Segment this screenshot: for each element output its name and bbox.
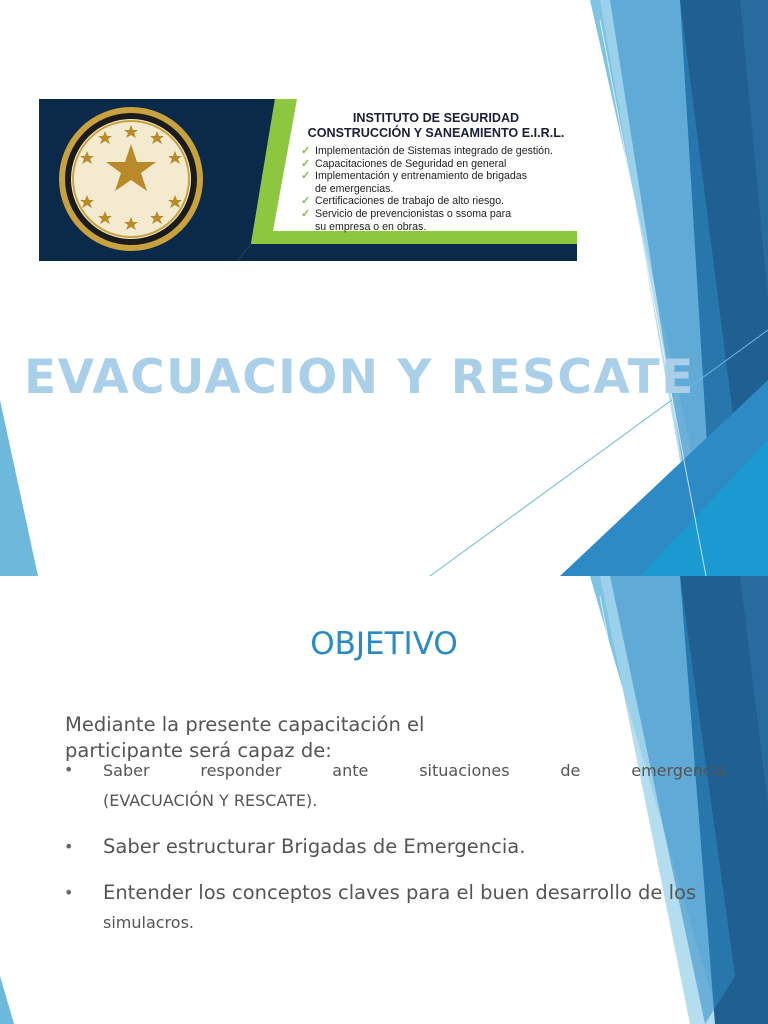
bullet-dot: • <box>64 883 74 902</box>
green-check-icon: ✓ <box>301 207 311 220</box>
institute-name-line1: INSTITUTO DE SEGURIDAD <box>352 111 520 125</box>
service-item: ✓ Servicio de prevencionistas o ssoma para <box>301 207 512 220</box>
service-item: ✓ Certificaciones de trabajo de alto riesgo. <box>301 195 505 208</box>
slide-main-title: EVACUACION Y RESCATE <box>24 350 695 405</box>
services-list <box>301 145 571 233</box>
objective-bullets <box>64 760 726 934</box>
service-item: ✓ Implementación y entrenamiento de brigadas <box>301 170 527 183</box>
bullet-dot: • <box>64 760 74 779</box>
service-item-continuation: su empresa o en obras. <box>315 220 427 233</box>
green-check-icon: ✓ <box>301 145 311 157</box>
institute-logo-banner <box>39 99 577 261</box>
bullet-item: • Saber estructurar Brigadas de Emergencia. <box>64 835 526 858</box>
bullet-item: • Saber responder ante situaciones de emergencia (EVACUACIÓN Y RESCATE). <box>64 760 726 810</box>
green-check-icon: ✓ <box>301 170 311 183</box>
institute-name-line2: CONSTRUCCIÓN Y SANEAMIENTO E.I.R.L. <box>307 126 565 140</box>
bullet-dot: • <box>64 837 74 856</box>
objective-title: OBJETIVO <box>310 626 458 662</box>
green-check-icon: ✓ <box>301 195 311 208</box>
service-item: ✓ Implementación de Sistemas integrado de gestión. <box>301 145 553 157</box>
objective-intro: Mediante la presente capacitación el participante será capaz de: <box>65 713 425 762</box>
slide-objective <box>0 576 768 1024</box>
green-check-icon: ✓ <box>301 157 311 170</box>
service-item: ✓ Capacitaciones de Seguridad en general <box>301 157 507 170</box>
bullet-item: • Entender los conceptos claves para el buen desarrollo de los simulacros. <box>64 878 726 934</box>
service-item-continuation: de emergencias. <box>315 182 394 195</box>
